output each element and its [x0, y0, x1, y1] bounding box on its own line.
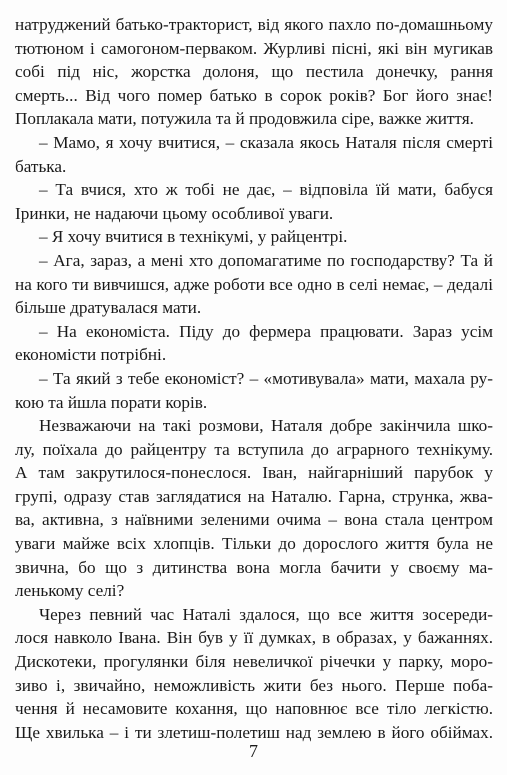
text-line: тютюном і самогоном-перваком. Журливі пісні, які він мугикав — [15, 38, 493, 58]
text-line: лося навколо Івана. Він був у її думках, в образах, у бажаннях. — [15, 628, 493, 648]
text-line: кою та йшла порати корів. — [15, 392, 208, 412]
text-line: Незважаючи на такі розмови, Наталя добре закінчила шко- — [39, 416, 493, 436]
text-line: Дискотеки, прогулянки біля невеличкої річечки у парку, моро- — [15, 652, 493, 672]
text-line: натруджений батько-тракторист, від якого пахло по-домашньому — [15, 15, 493, 34]
text-line: більше дратувалася мати. — [15, 298, 202, 318]
text-line: ленькому селі? — [15, 581, 125, 601]
text-line: – Ага, зараз, а мені хто допомагатиме по господарству? Та й — [39, 250, 493, 270]
text-line: Іринки, не надаючи цьому особливої уваги. — [15, 203, 334, 223]
text-line: собі під ніс, жорстка долоня, що пестила донечку, рання — [15, 62, 493, 82]
text-line: – На економіста. Піду до фермера працювати. Зараз усім — [39, 321, 493, 341]
text-line: лу, поїхала до райцентру та вступила до аграрного технікуму. — [15, 439, 493, 459]
text-line: чення й несамовите кохання, що наповнює все тіло легкістю. — [15, 699, 493, 719]
text-line: – Мамо, я хочу вчитися, – сказала якось Наталя після смерті — [39, 132, 493, 152]
text-line: – Я хочу вчитися в технікумі, у райцентрі. — [39, 227, 348, 247]
text-line: Через певний час Наталі здалося, що все життя зосереди- — [39, 604, 493, 624]
text-line: – Та який з тебе економіст? – «мотивувала» мати, махала ру- — [39, 368, 493, 388]
text-line: А там закрутилося-понеслося. Іван, найгарніший парубок у — [15, 463, 493, 483]
text-line: Ще хвилька – і ти злетиш-полетиш над землею в його обіймах. — [15, 722, 493, 742]
text-line: економісти потрібні. — [15, 345, 167, 365]
text-line: смерть... Від чого помер батько в сорок років? Бог його знає! — [15, 85, 493, 105]
text-line: групі, одразу став заглядатися на Наталю. Гарна, струнка, жва- — [15, 486, 493, 506]
text-line: ва, активна, з наївними зеленими очима – вона стала центром — [15, 510, 493, 530]
text-line: Поплакала мати, потужила та й продовжила сіре, важке життя. — [15, 109, 474, 129]
text-line: зиво і, звичайно, неможливість жити без нього. Перше поба- — [15, 675, 493, 695]
text-line: на кого ти вивчишся, адже роботи все одно в селі немає, – дедалі — [15, 274, 493, 294]
text-line: батька. — [15, 156, 67, 176]
text-line: уваги майже всіх хлопців. Тільки до дорослого життя була не — [15, 534, 493, 554]
body-text — [15, 13, 493, 744]
page-number: 7 — [249, 741, 258, 761]
text-line: – Та вчися, хто ж тобі не дає, – відповіла їй мати, бабуся — [39, 180, 493, 200]
text-line: звична, бо що з дитинства вона могла бачити у своєму ма- — [15, 557, 493, 577]
